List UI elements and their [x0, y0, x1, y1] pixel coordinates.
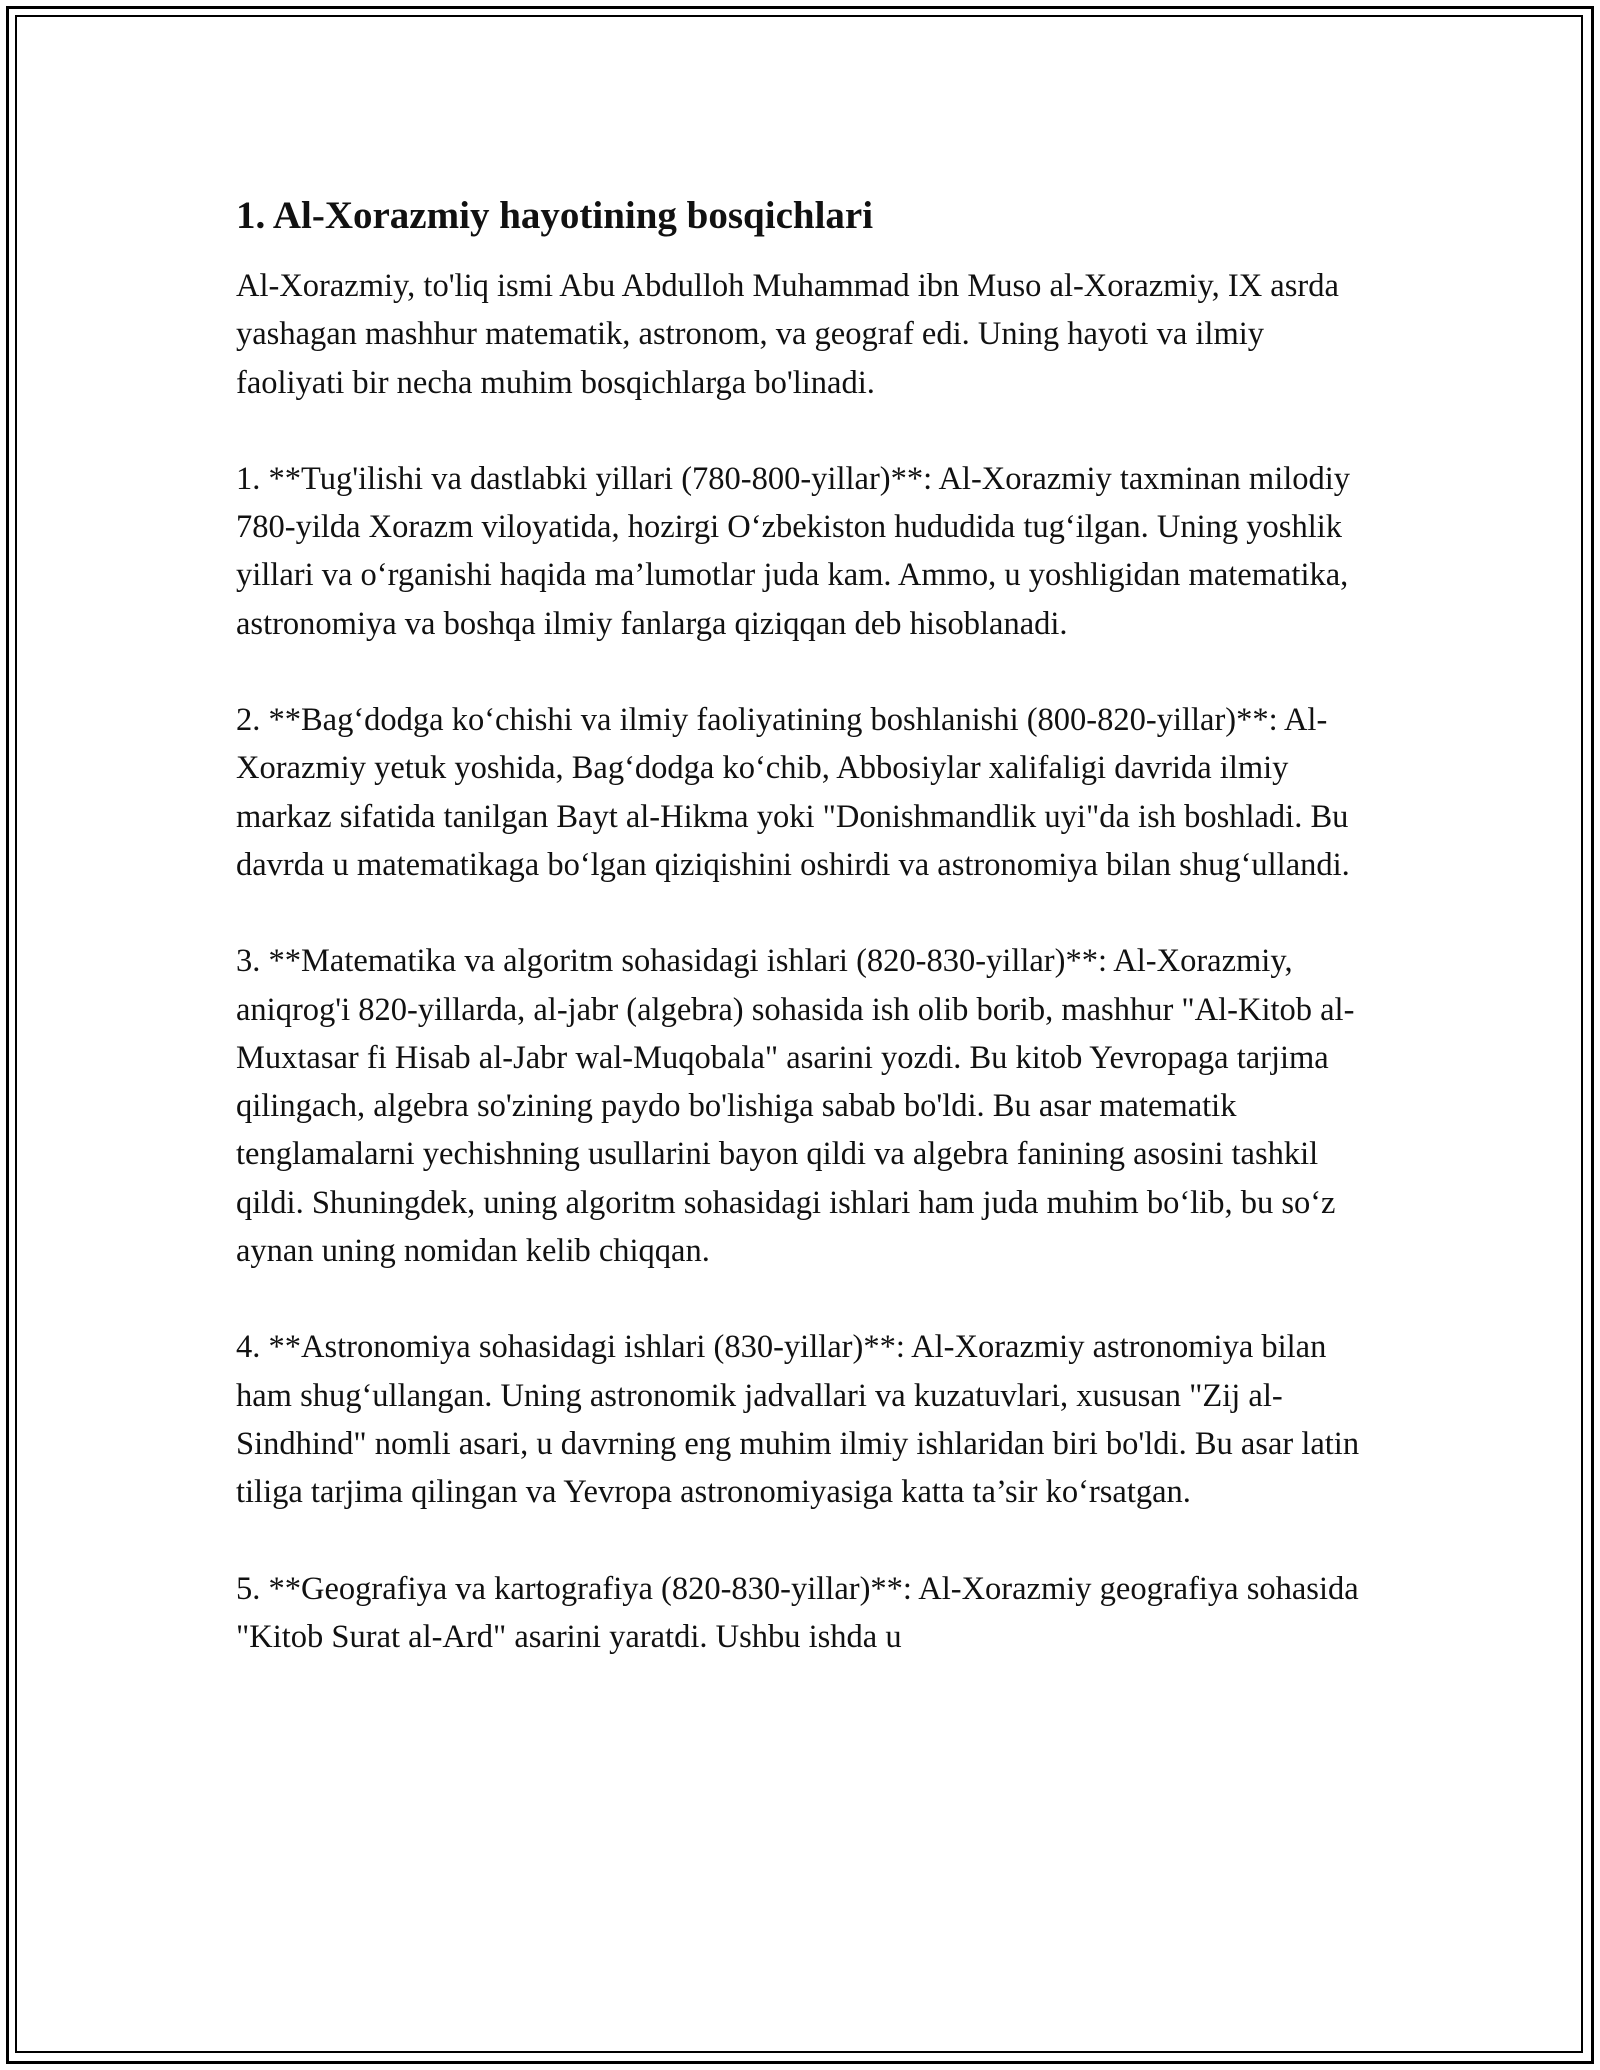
paragraph-astronomy: 4. **Astronomiya sohasidagi ishlari (830-yillar)**: Al-Xorazmiy astronomiya bilan ham shug‘ullangan. Uning astronomik jadvallari va kuzatuvlari, xususan "Zij al-Sindhind" nomli asari, u davrning eng muhim ilmiy ishlaridan biri bo'ldi. Bu asar latin tiliga tarjima qilingan va Yevropa astronomiyasiga katta ta’sir ko‘rsatgan. [236, 1329, 1360, 1511]
intro-paragraph: Al-Xorazmiy, to'liq ismi Abu Abdulloh Muhammad ibn Muso al-Xorazmiy, IX asrda yashagan mashhur matematik, astronom, va geograf edi. Uning hayoti va ilmiy faoliyati bir necha muhim bosqichlarga bo'linadi. [236, 268, 1339, 401]
paragraph-geography: 5. **Geografiya va kartografiya (820-830-yillar)**: Al-Xorazmiy geografiya sohasida "Kitob Surat al-Ard" asarini yaratdi. Ushbu ishda u [236, 1570, 1359, 1655]
paragraph-mathematics: 3. **Matematika va algoritm sohasidagi ishlari (820-830-yillar)**: Al-Xorazmiy, aniqrog'i 820-yillarda, al-jabr (algebra) sohasida ish olib borib, mashhur "Al-Kitob al-Muxtasar fi Hisab al-Jabr wal-Muqobala" asarini yozdi. Bu kitob Yevropaga tarjima qilingach, algebra so'zining paydo bo'lishiga sabab bo'ldi. Bu asar matematik tenglamalarni yechishning usullarini bayon qildi va algebra fanining asosini tashkil qildi. Shuningdek, uning algoritm sohasidagi ishlari ham juda muhim bo‘lib, bu so‘z aynan uning nomidan kelib chiqqan. [236, 943, 1355, 1270]
paragraph-baghdad: 2. **Bag‘dodga ko‘chishi va ilmiy faoliyatining boshlanishi (800-820-yillar)**: Al-Xorazmiy yetuk yoshida, Bag‘dodga ko‘chib, Abbosiylar xalifaligi davrida ilmiy markaz sifatida tanilgan Bayt al-Hikma yoki "Donishmandlik uyi"da ish boshladi. Bu davrda u matematikaga bo‘lgan qiziqishini oshirdi va astronomiya bilan shug‘ullandi. [236, 702, 1350, 883]
document-body [236, 190, 1366, 1709]
section-heading: 1. Al-Xorazmiy hayotining bosqichlari [236, 194, 874, 237]
paragraph-birth: 1. **Tug'ilishi va dastlabki yillari (780-800-yillar)**: Al-Xorazmiy taxminan milodiy 780-yilda Xorazm viloyatida, hozirgi O‘zbekiston hududida tug‘ilgan. Uning yoshlik yillari va o‘rganishi haqida ma’lumotlar juda kam. Ammo, u yoshligidan matematika, astronomiya va boshqa ilmiy fanlarga qiziqqan deb hisoblanadi. [236, 460, 1351, 642]
